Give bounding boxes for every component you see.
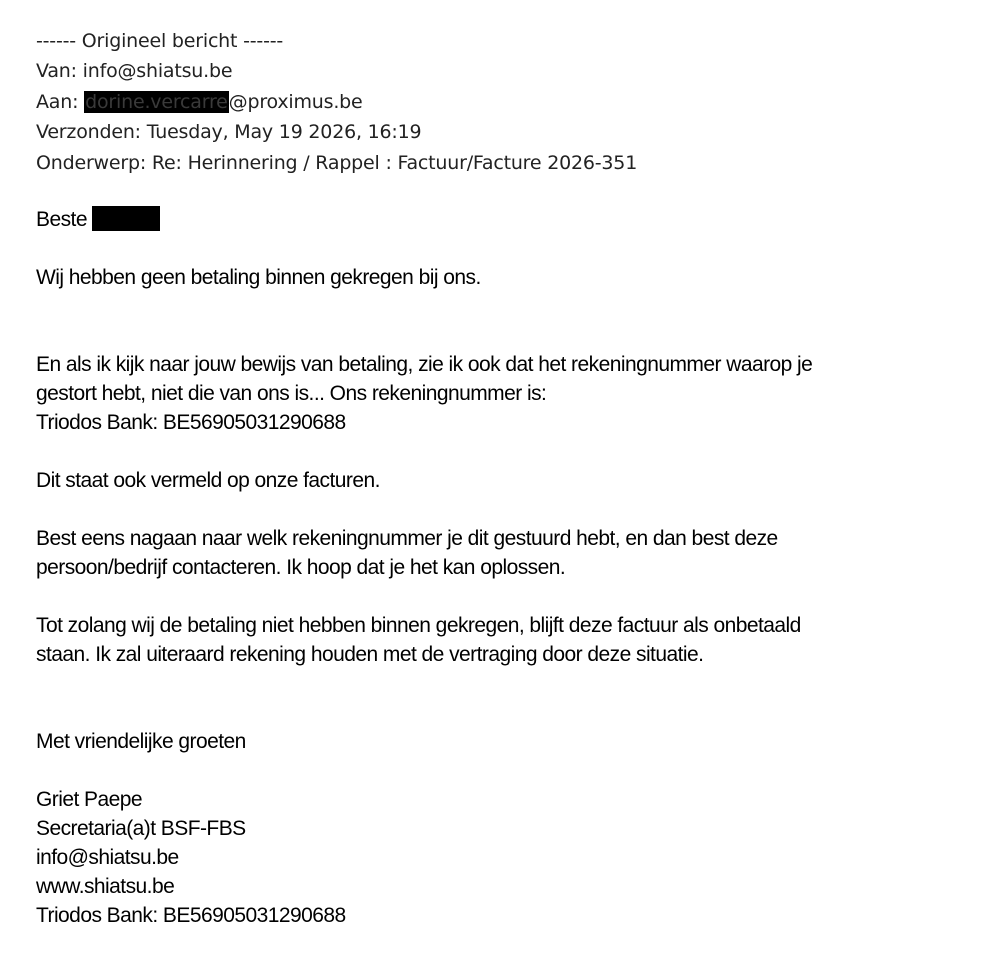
closing: Met vriendelijke groeten bbox=[36, 730, 246, 753]
bank-account-line: Triodos Bank: BE56905031290688 bbox=[36, 411, 346, 434]
signature-website[interactable]: www.shiatsu.be bbox=[36, 875, 175, 898]
paragraph-line: En als ik kijk naar jouw bewijs van betaling, zie ik ook dat het rekeningnummer waarop je bbox=[36, 353, 813, 376]
signature bbox=[36, 785, 966, 930]
to-line bbox=[36, 87, 637, 117]
greeting-text: Beste bbox=[36, 208, 87, 231]
email-header bbox=[36, 26, 637, 178]
subject-label: Onderwerp: bbox=[36, 151, 147, 174]
sent-label: Verzonden: bbox=[36, 121, 141, 144]
paragraph-invoices: Dit staat ook vermeld op onze facturen. bbox=[36, 469, 380, 492]
subject-text: Re: Herinnering / Rappel : Factuur/Facture 2026-351 bbox=[151, 151, 638, 174]
subject-line bbox=[36, 148, 637, 178]
sent-line bbox=[36, 117, 637, 147]
paragraph-no-payment: Wij hebben geen betaling binnen gekregen bij ons. bbox=[36, 266, 481, 289]
paragraph-check-account bbox=[36, 524, 966, 582]
sent-date: Tuesday, May 19 2026, 16:19 bbox=[146, 121, 422, 144]
paragraph-line: Tot zolang wij de betaling niet hebben binnen gekregen, blijft deze factuur als onbetaald bbox=[36, 614, 801, 637]
from-line bbox=[36, 56, 637, 86]
to-domain: @proximus.be bbox=[228, 90, 363, 113]
to-label: Aan: bbox=[36, 90, 79, 113]
email-body bbox=[36, 205, 966, 930]
paragraph-unpaid-status bbox=[36, 611, 966, 669]
from-address: info@shiatsu.be bbox=[82, 60, 233, 83]
paragraph-line: persoon/bedrijf contacteren. Ik hoop dat je het kan oplossen. bbox=[36, 556, 566, 579]
redacted-name-block bbox=[92, 206, 160, 231]
paragraph-account-number bbox=[36, 350, 966, 437]
signature-role: Secretaria(a)t BSF-FBS bbox=[36, 817, 246, 840]
paragraph-line: staan. Ik zal uiteraard rekening houden met de vertraging door deze situatie. bbox=[36, 643, 704, 666]
paragraph-line: gestort hebt, niet die van ons is... Ons rekeningnummer is: bbox=[36, 382, 547, 405]
greeting bbox=[36, 205, 966, 234]
original-message-separator: ------ Origineel bericht ------ bbox=[36, 30, 284, 52]
paragraph-line: Best eens nagaan naar welk rekeningnummer je dit gestuurd hebt, en dan best deze bbox=[36, 527, 778, 550]
from-label: Van: bbox=[36, 60, 77, 83]
to-redacted-name: dorine.vercarre bbox=[85, 90, 228, 113]
signature-email[interactable]: info@shiatsu.be bbox=[36, 846, 179, 869]
signature-name: Griet Paepe bbox=[36, 788, 143, 811]
signature-bank: Triodos Bank: BE56905031290688 bbox=[36, 904, 346, 927]
